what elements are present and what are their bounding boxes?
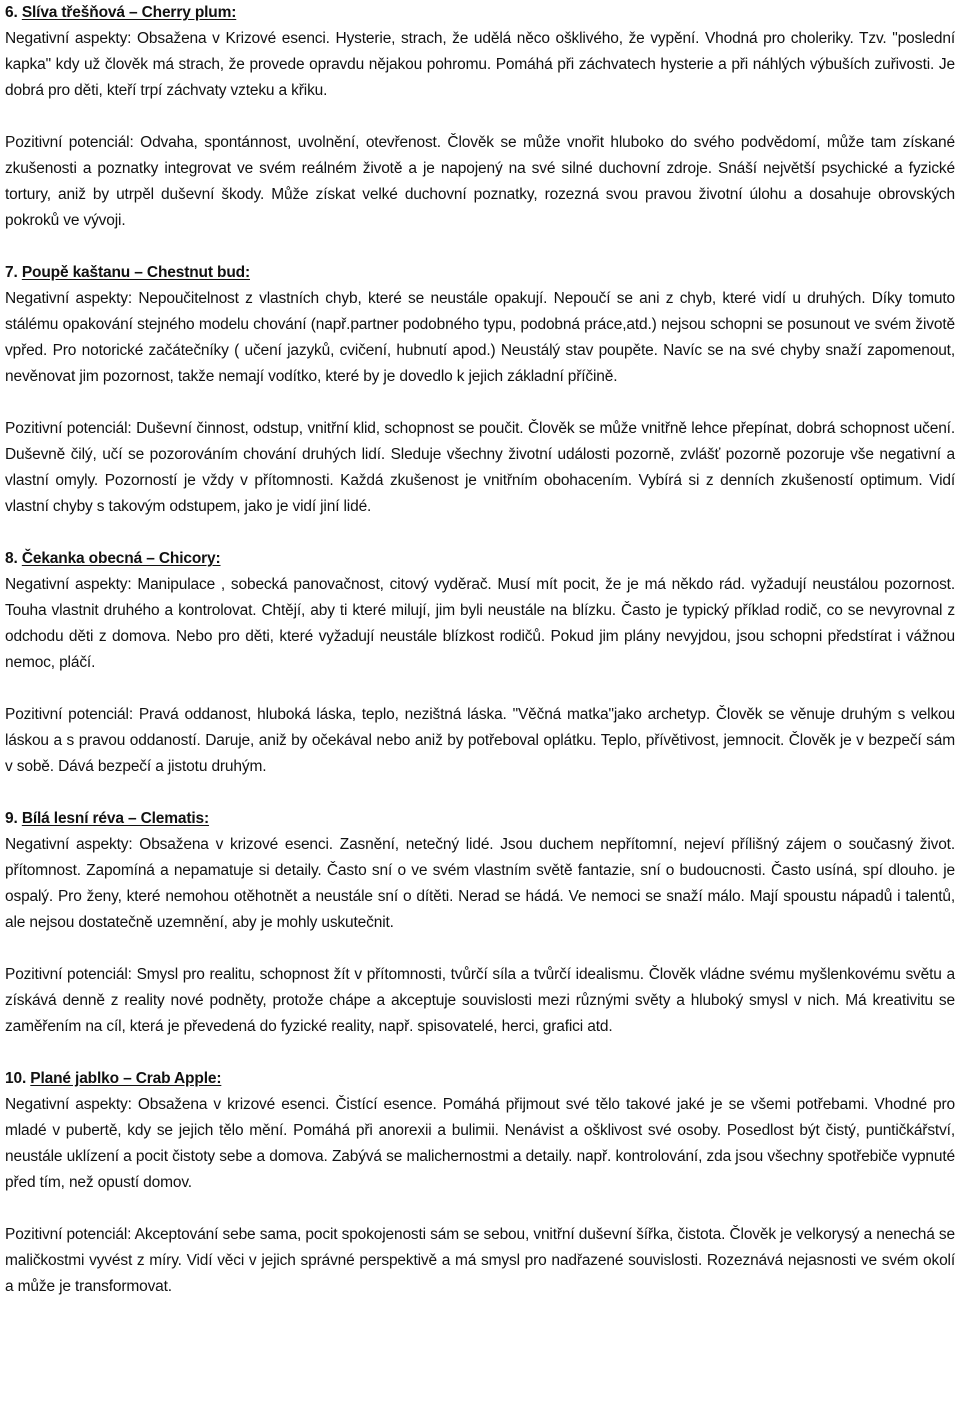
paragraph-gap: [5, 1196, 955, 1222]
section-name: Slíva třešňová – Cherry plum:: [21, 4, 237, 21]
paragraph-gap: [5, 780, 955, 806]
positive-potential-paragraph: Pozitivní potenciál: Pravá oddanost, hluboká láska, teplo, nezištná láska. "Věčná matka"jako archetyp. Člověk se věnuje druhým s velkou láskou a s pravou oddaností. Daruje, aniž by očekával nebo aniž by potřeboval oplátku. Teplo, přívětivost, jemnocit. Člověk je v bezpečí sám v sobě. Dává bezpečí a jistotu druhým.: [5, 706, 955, 775]
paragraph-gap: [5, 390, 955, 416]
section-name: Plané jablko – Crab Apple:: [30, 1070, 222, 1087]
remedy-section-clematis: [5, 806, 955, 1066]
section-number: 8.: [5, 550, 18, 567]
section-name: Poupě kaštanu – Chestnut bud:: [21, 264, 250, 281]
section-name: Bílá lesní réva – Clematis:: [21, 810, 210, 827]
section-number: 9.: [5, 810, 18, 827]
positive-potential-paragraph: Pozitivní potenciál: Smysl pro realitu, schopnost žít v přítomnosti, tvůrčí síla a tvůrčí idealismu. Člověk vládne svému myšlenkovému světu a získává denně z reality nové podněty, protože chápe a akceptuje souvislosti mezi různými světy a hluboký smysl v nich. Má kreativitu se zaměřením na cíl, která je převedená do fyzické reality, např. spisovatelé, herci, grafici atd.: [5, 966, 955, 1035]
remedy-section-crab-apple: [5, 1066, 955, 1300]
negative-aspects-paragraph: Negativní aspekty: Obsažena v krizové esenci. Zasnění, netečný lidé. Jsou duchem nepřítomní, nejeví přílišný zájem o současný život. přítomnost. Zapomíná a nepamatuje si detaily. Často sní o ve svém vlastním světě fantazie, sní o budoucnosti. Často usíná, spí dlouho. je ospalý. Pro ženy, které nemohou otěhotnět a neustále sní o dítěti. Nerad se hádá. Ve nemoci se snaží málo. Mají spoustu nápadů i talentů, ale nejsou dostatečně uzemnění, aby je mohly uskutečnit.: [5, 836, 955, 931]
remedy-section-cherry-plum: [5, 0, 955, 260]
section-number: 10.: [5, 1070, 27, 1087]
paragraph-gap: [5, 676, 955, 702]
document-page: [5, 0, 955, 1300]
paragraph-gap: [5, 234, 955, 260]
section-heading: [5, 1066, 955, 1092]
section-heading: [5, 0, 955, 26]
section-heading: [5, 806, 955, 832]
section-name: Čekanka obecná – Chicory:: [21, 550, 221, 567]
paragraph-gap: [5, 936, 955, 962]
positive-potential-paragraph: Pozitivní potenciál: Duševní činnost, odstup, vnitřní klid, schopnost se poučit. Člověk se může vnitřně lehce přepínat, dobrá schopnost učení. Duševně čilý, učí se pozorováním chování druhých lidí. Sleduje všechny životní události pozorně, zvlášť pozorně pozoruje vše negativní a vlastní omyly. Pozorností je vždy v přítomnosti. Každá zkušenost je vnitřním obohacením. Vybírá si z denních zkušeností optimum. Vidí vlastní chyby s takovým odstupem, jako je vidí jiní lidé.: [5, 420, 955, 515]
section-number: 7.: [5, 264, 18, 281]
negative-aspects-paragraph: Negativní aspekty: Manipulace , sobecká panovačnost, citový vyděrač. Musí mít pocit, že je má někdo rád. vyžadují neustálou pozornost. Touha vlastnit druhého a kontrolovat. Chtějí, aby ti které milují, jim byli neustále na blízku. Často je typický příklad rodič, co se nevyrovnal z odchodu děti z domova. Nebo pro děti, které vyžadují neustále blízkost rodičů. Pokud jim plány nevyjdou, jsou schopni předstírat i vážnou nemoc, pláčí.: [5, 576, 955, 671]
remedy-section-chestnut-bud: [5, 260, 955, 546]
positive-potential-paragraph: Pozitivní potenciál: Odvaha, spontánnost, uvolnění, otevřenost. Člověk se může vnořit hluboko do svého podvědomí, může tam získané zkušenosti a poznatky integrovat ve svém reálném životě a je napojený na své silné duchovní zdroje. Snáší největší psychické a fyzické tortury, aniž by utrpěl duševní škody. Může získat velké duchovní poznatky, rozezná svou pravou životní úlohu a dosahuje obrovských pokroků ve vývoji.: [5, 134, 955, 229]
section-heading: [5, 546, 955, 572]
positive-potential-paragraph: Pozitivní potenciál: Akceptování sebe sama, pocit spokojenosti sám se sebou, vnitřní duševní šířka, čistota. Člověk je velkorysý a nenechá se maličkostmi vyvést z míry. Vidí věci v jejich správné perspektivě a má smysl pro nadřazené souvislosti. Rozeznává nejasnosti ve svém okolí a může je transformovat.: [5, 1226, 955, 1295]
paragraph-gap: [5, 520, 955, 546]
negative-aspects-paragraph: Negativní aspekty: Obsažena v krizové esenci. Čistící esence. Pomáhá přijmout své tělo takové jaké je se všemi potřebami. Vhodné pro mladé v pubertě, kdy se jejich tělo mění. Pomáhá při anorexii a bulimii. Nenávist a ošklivost své osoby. Posedlost být čistý, puntičkářství, neustále uklízení a pocit čistoty sebe a domova. Zabývá se malichernostmi a detaily. např. kontrolování, zda jsou všechny spotřebiče vypnuté před tím, než opustí domov.: [5, 1096, 955, 1191]
negative-aspects-paragraph: Negativní aspekty: Obsažena v Krizové esenci. Hysterie, strach, že udělá něco ošklivého, že vypění. Vhodná pro choleriky. Tzv. "poslední kapka" kdy už člověk má strach, že provede opravdu nějakou pohromu. Pomáhá při záchvatech hysterie a při náhlých výbuších zuřivosti. Je dobrá pro děti, kteří trpí záchvaty vzteku a křiku.: [5, 30, 955, 99]
section-heading: [5, 260, 955, 286]
paragraph-gap: [5, 104, 955, 130]
negative-aspects-paragraph: Negativní aspekty: Nepoučitelnost z vlastních chyb, které se neustále opakují. Nepoučí se ani z chyb, které vidí u druhých. Díky tomuto stálému opakování stejného modelu chování (např.partner podobného typu, podobná práce,atd.) nejsou schopni se posunout ve svém životě vpřed. Pro notorické začátečníky ( učení jazyků, cvičení, hubnutí apod.) Neustálý stav poupěte. Navíc se na své chyby snaží zapomenout, nevěnovat jim pozornost, takže nemají vodítko, které by je dovedlo k jejich základní příčině.: [5, 290, 955, 385]
section-number: 6.: [5, 4, 18, 21]
remedy-section-chicory: [5, 546, 955, 806]
paragraph-gap: [5, 1040, 955, 1066]
